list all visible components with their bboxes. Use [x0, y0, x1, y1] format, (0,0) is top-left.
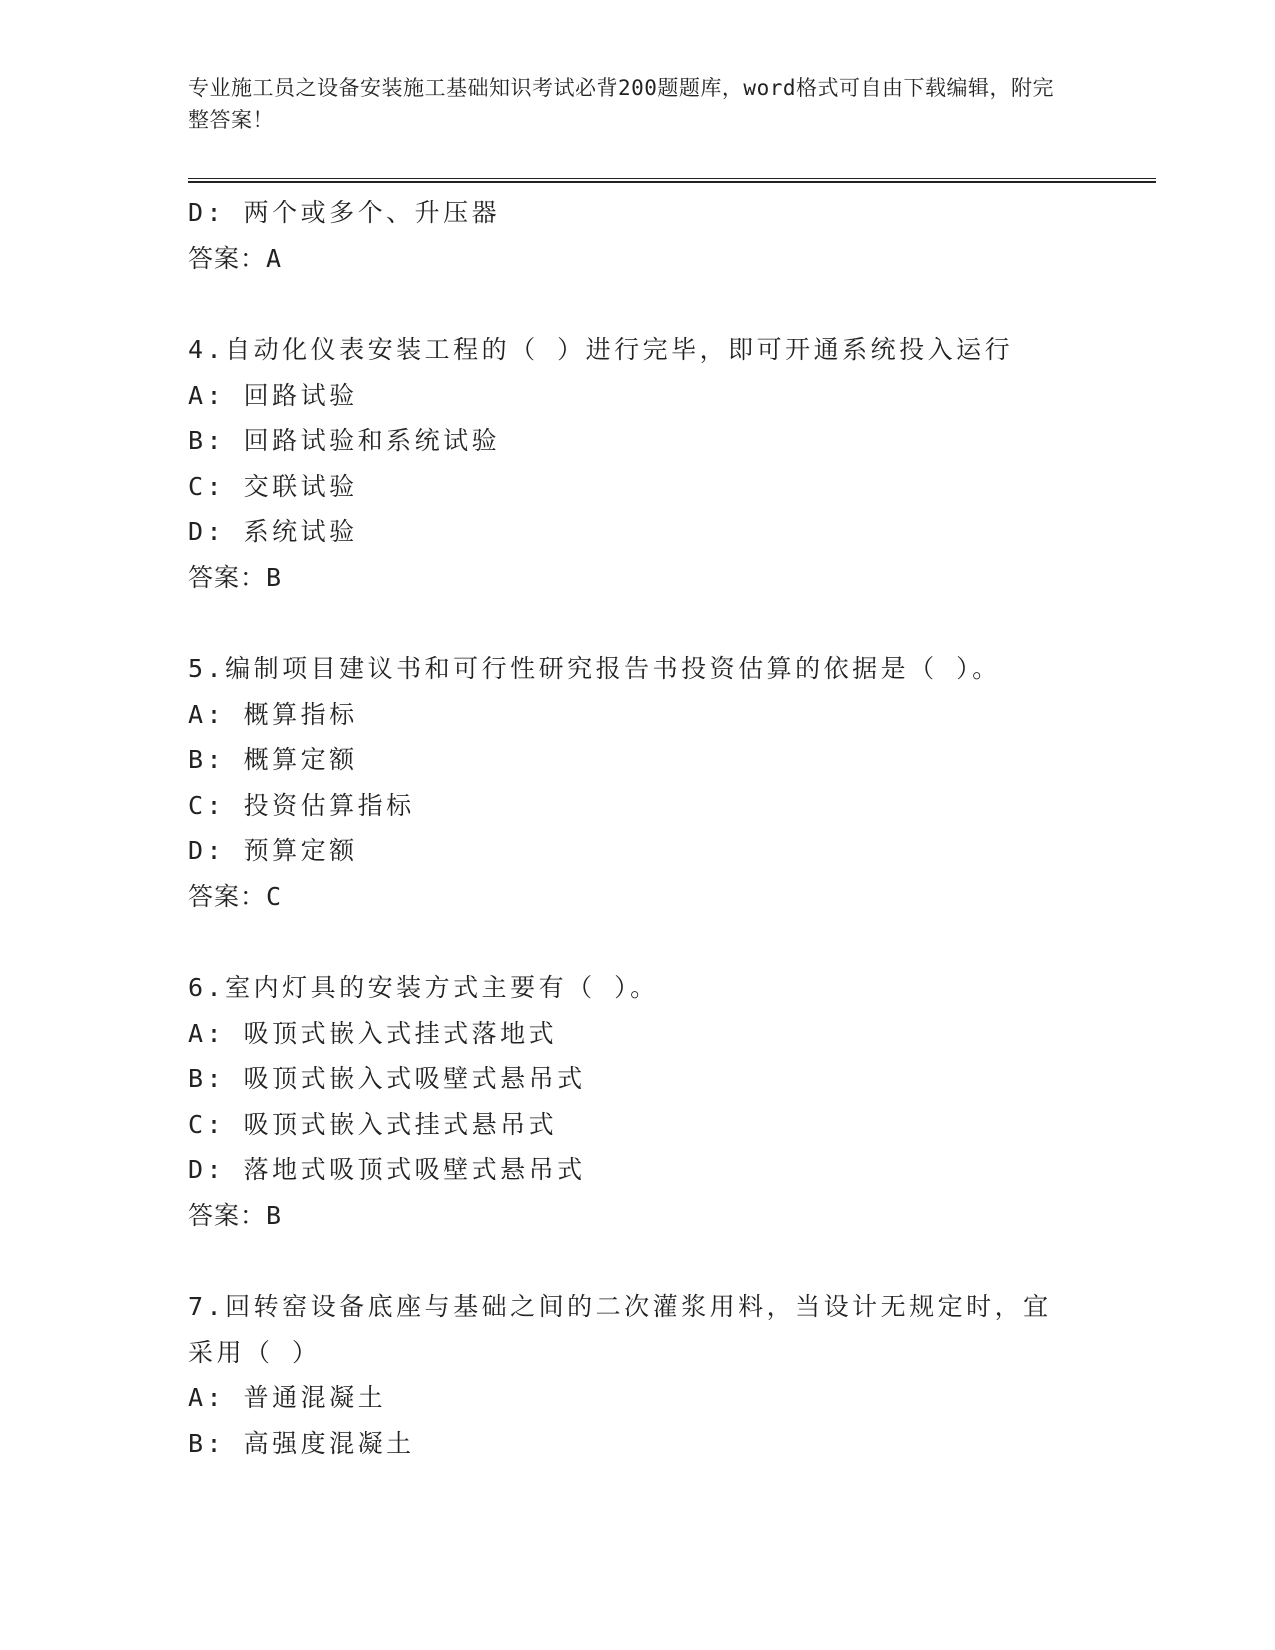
option-c: C: 吸顶式嵌入式挂式悬吊式 — [188, 1109, 558, 1139]
option-d: D: 系统试验 — [188, 517, 358, 546]
answer-label: 答案： — [188, 1200, 267, 1230]
question-stem: 6.室内灯具的安装方式主要有（ ）。 — [188, 973, 659, 1002]
document-body — [188, 190, 1128, 1466]
question-7 — [188, 1284, 1128, 1466]
question-3-tail — [188, 190, 1128, 281]
answer-line — [188, 874, 1128, 920]
question-stem: 5.编制项目建议书和可行性研究报告书投资估算的依据是（ ）。 — [188, 654, 1001, 683]
answer-value: C — [266, 881, 283, 911]
answer-line — [188, 236, 1128, 282]
question-6 — [188, 965, 1128, 1238]
question-spacer — [188, 281, 1128, 327]
answer-label: 答案： — [188, 562, 267, 592]
option-a: A: 回路试验 — [188, 380, 358, 410]
option-a: A: 概算指标 — [188, 699, 358, 729]
answer-label: 答案： — [188, 243, 267, 273]
answer-line — [188, 555, 1128, 601]
answer-value: B — [266, 562, 283, 592]
option-d: D: 预算定额 — [188, 836, 358, 865]
question-stem: 7.回转窑设备底座与基础之间的二次灌浆用料，当设计无规定时，宜采用（ ） — [188, 1292, 1052, 1367]
option-c: C: 投资估算指标 — [188, 790, 415, 820]
option-a: A: 吸顶式嵌入式挂式落地式 — [188, 1018, 558, 1048]
document-title: 专业施工员之设备安装施工基础知识考试必背200题题库，word格式可自由下载编辑，附完整答案！ — [188, 76, 1054, 132]
option-b: B: 吸顶式嵌入式吸壁式悬吊式 — [188, 1064, 586, 1093]
option-b: B: 高强度混凝土 — [188, 1428, 415, 1458]
option-b: B: 回路试验和系统试验 — [188, 426, 501, 455]
answer-line — [188, 1193, 1128, 1239]
answer-label: 答案： — [188, 881, 267, 911]
question-4 — [188, 327, 1128, 600]
option-a: A: 普通混凝土 — [188, 1383, 387, 1412]
option-d: D: 两个或多个、升压器 — [188, 198, 501, 227]
answer-value: A — [266, 243, 283, 273]
answer-value: B — [266, 1200, 283, 1230]
question-spacer — [188, 1238, 1128, 1284]
page-header — [188, 72, 1068, 136]
question-5 — [188, 646, 1128, 919]
question-stem: 4.自动化仪表安装工程的（ ）进行完毕，即可开通系统投入运行 — [188, 335, 1014, 364]
question-spacer — [188, 600, 1128, 646]
option-c: C: 交联试验 — [188, 471, 358, 501]
question-spacer — [188, 919, 1128, 965]
option-b: B: 概算定额 — [188, 745, 358, 774]
header-divider — [188, 178, 1156, 183]
option-d: D: 落地式吸顶式吸壁式悬吊式 — [188, 1155, 586, 1184]
